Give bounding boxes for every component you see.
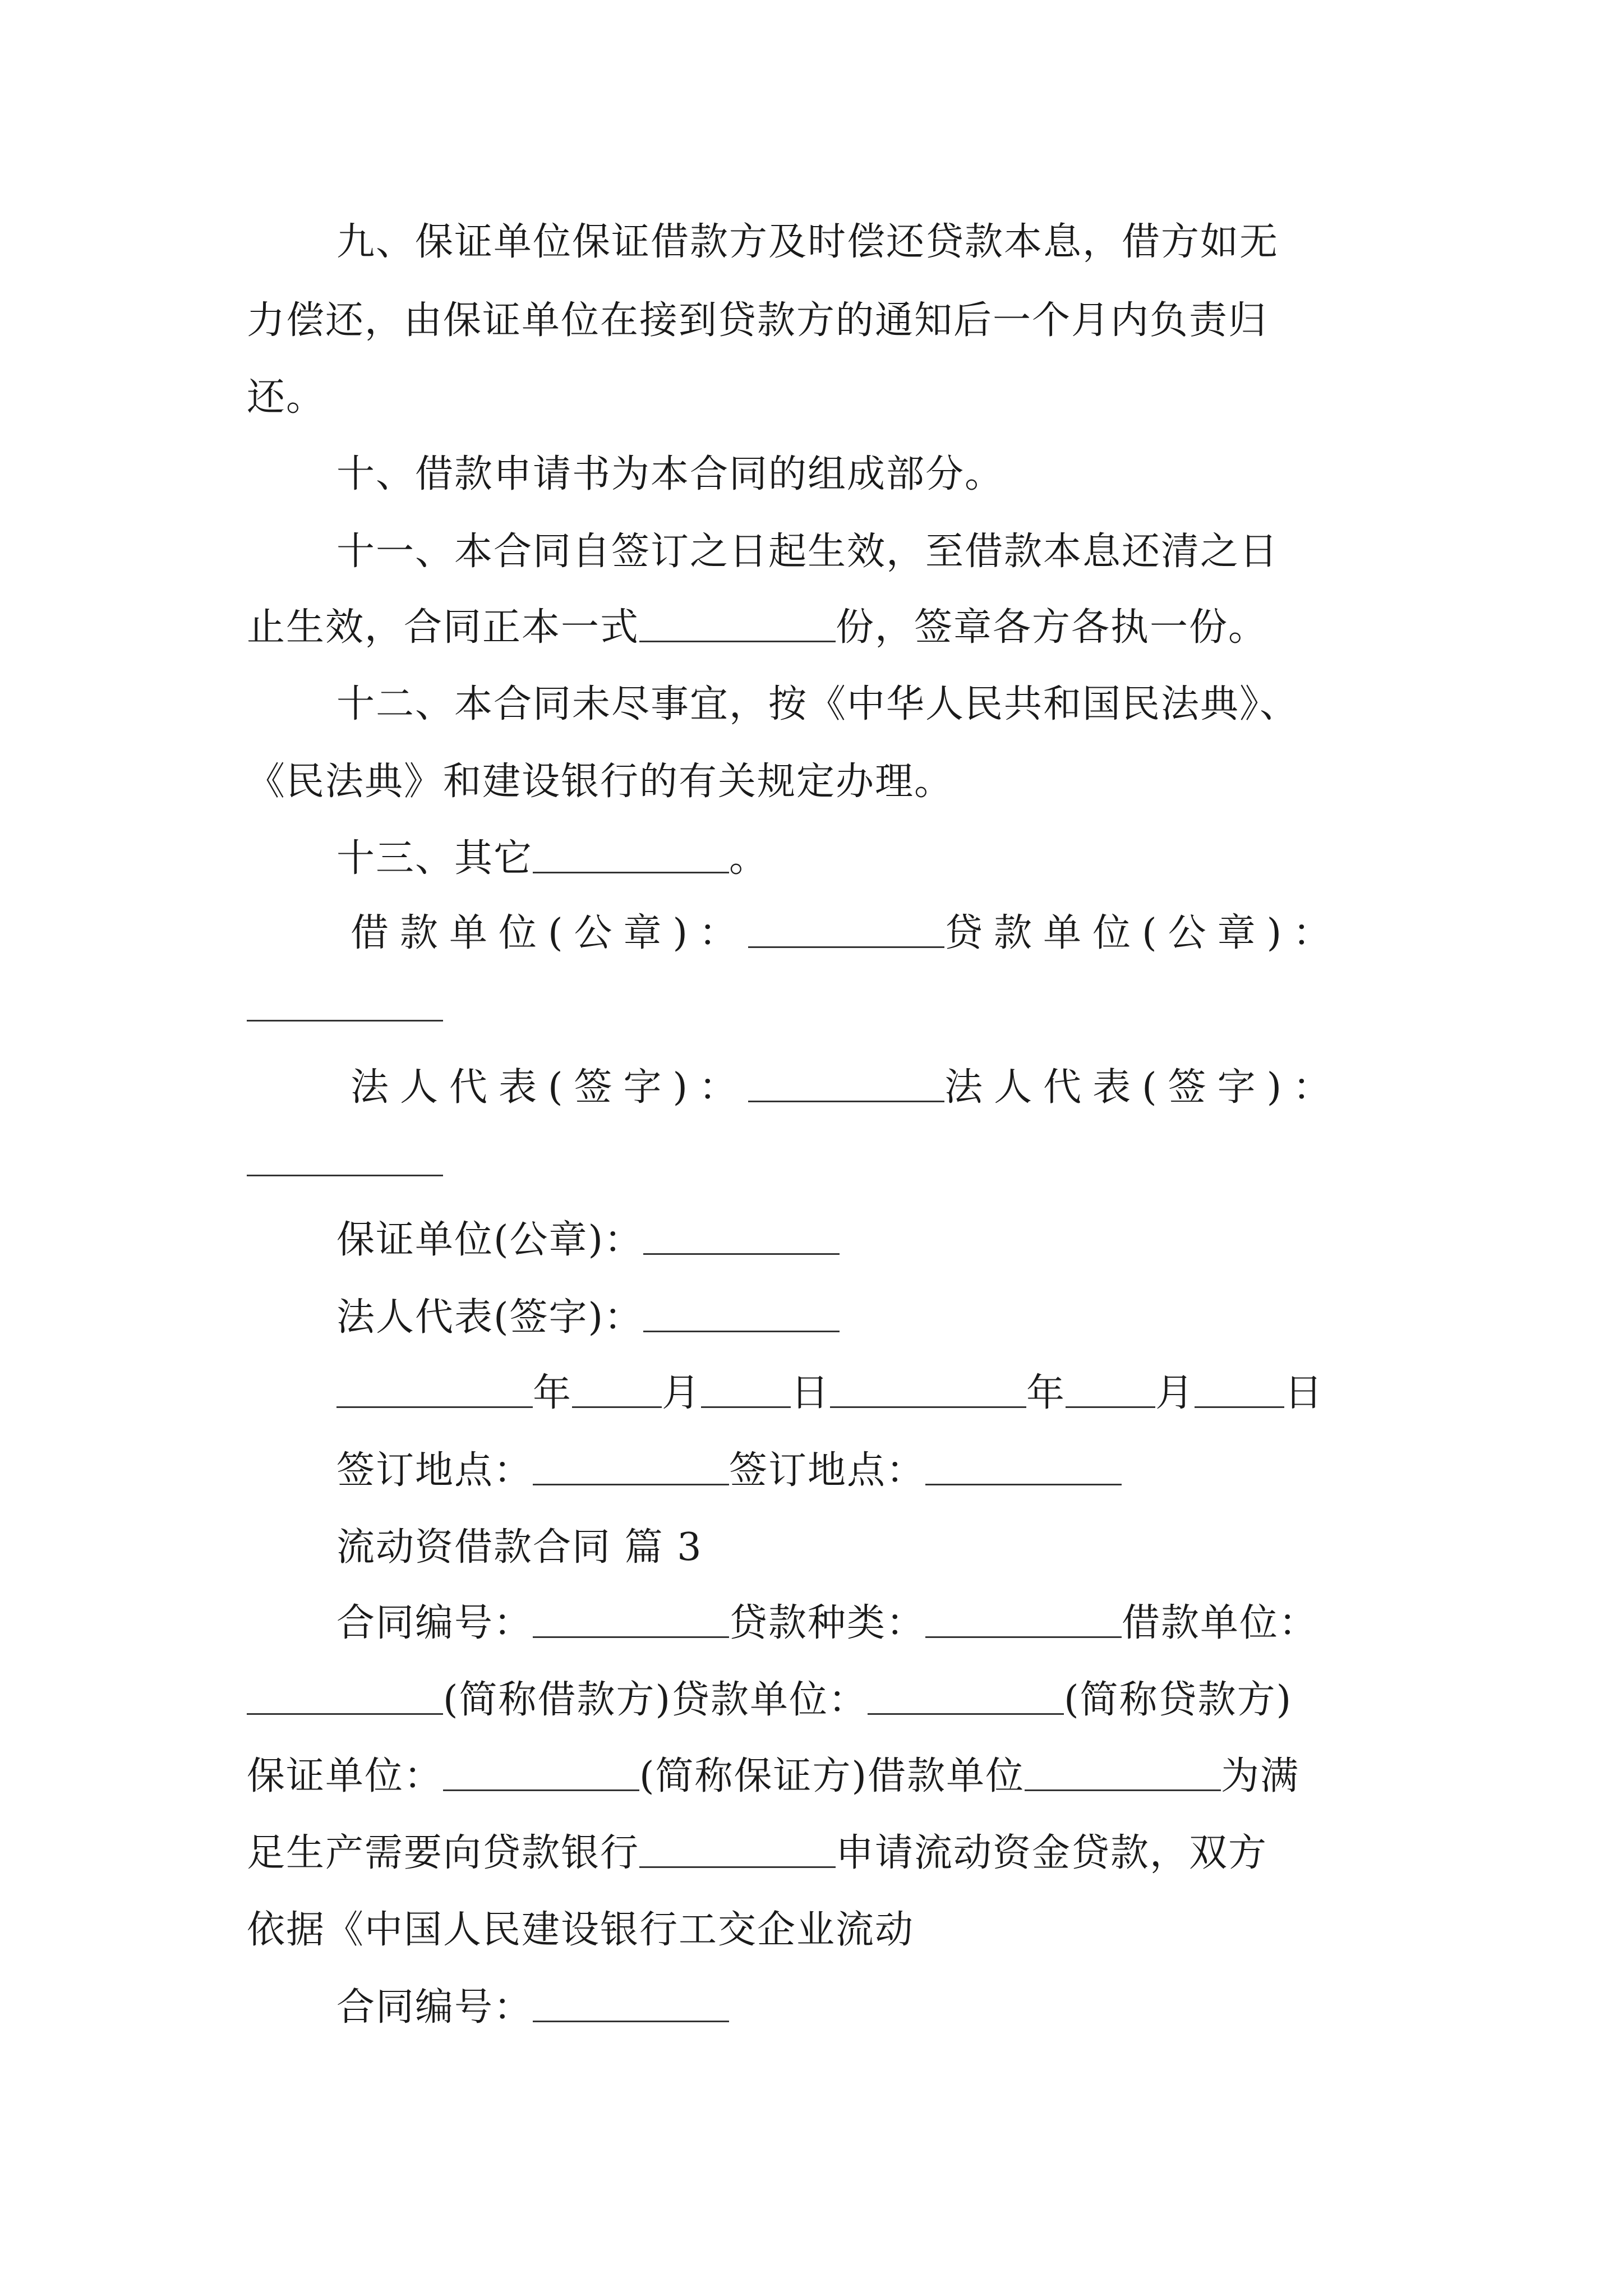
lender-seal-blank	[247, 1020, 443, 1022]
purpose-a: 为满	[1221, 1754, 1300, 1798]
borrower-label: 借款单位：	[1122, 1601, 1318, 1645]
para11-line1: 十一、本合同自签订之日起生效，至借款本息还清之日	[336, 530, 1279, 574]
borrower-unit-blank	[1025, 1789, 1221, 1791]
para9-line2: 力偿还，由保证单位在接到贷款方的通知后一个月内负责归	[247, 298, 1268, 343]
para13-label: 十三、其它	[336, 836, 533, 881]
para11-line2-end: 份，签章各方各执一份。	[836, 605, 1268, 650]
legal-rep-1-blank	[748, 1100, 944, 1102]
contract-no-label: 合同编号：	[336, 1601, 533, 1645]
para12-line2: 《民法典》和建设银行的有关规定办理。	[247, 760, 954, 804]
guarantor-seal-blank	[643, 1253, 840, 1255]
guarantor-rep-line	[336, 1295, 840, 1340]
contract-no-2-label: 合同编号：	[336, 1985, 533, 2030]
guarantor-seal-label: 保证单位(公章)：	[336, 1218, 644, 1262]
year-2-blank	[830, 1406, 1026, 1408]
guarantor-abbr: (简称保证方)借款单位	[639, 1754, 1025, 1798]
guarantor-rep-label: 法人代表(签字)：	[336, 1295, 644, 1340]
day-2-label: 日	[1284, 1371, 1324, 1415]
place-2-blank	[925, 1483, 1122, 1485]
para12-line1: 十二、本合同未尽事宜，按《中华人民共和国民法典》、	[336, 682, 1299, 726]
borrower-seal-label: 借款单位(公章)：	[351, 911, 749, 955]
para11-line2	[247, 605, 1268, 650]
year-1-label: 年	[533, 1371, 573, 1415]
place-1-blank	[533, 1483, 729, 1485]
section3-title: 流动资借款合同 篇 3	[336, 1525, 703, 1570]
year-1-blank	[336, 1406, 533, 1408]
date-line	[336, 1371, 1324, 1415]
para9-line1: 九、保证单位保证借款方及时偿还贷款本息，借方如无	[336, 220, 1279, 264]
para10: 十、借款申请书为本合同的组成部分。	[336, 452, 1004, 496]
place-1-label: 签订地点：	[336, 1448, 533, 1493]
lender-seal-label: 贷款单位(公章)：	[944, 911, 1343, 955]
day-1-blank	[701, 1406, 791, 1408]
borrower-blank	[247, 1713, 443, 1715]
para11-line2-start: 止生效，合同正本一式	[247, 605, 640, 650]
month-1-blank	[572, 1406, 662, 1408]
legal-rep-2-label: 法人代表(签字)：	[944, 1065, 1343, 1110]
contract-no-blank	[533, 1636, 729, 1638]
para9-line3: 还。	[247, 375, 326, 420]
section3-line2	[247, 1678, 1293, 1722]
section3-line4	[247, 1831, 1268, 1875]
month-2-label: 月	[1155, 1371, 1195, 1415]
lender-abbr: (简称贷款方)	[1064, 1678, 1293, 1722]
legal-rep-line	[351, 1065, 1343, 1110]
copies-blank	[639, 640, 836, 642]
section3-line6	[336, 1985, 729, 2030]
guarantor-seal-line	[336, 1218, 840, 1262]
loan-type-blank	[925, 1636, 1122, 1638]
guarantor-blank	[443, 1789, 639, 1791]
legal-rep-1-label: 法人代表(签字)：	[351, 1065, 749, 1110]
legal-rep-2-blank	[247, 1175, 443, 1176]
borrower-lender-seal-line	[351, 911, 1343, 955]
place-2-label: 签订地点：	[729, 1448, 926, 1493]
place-line	[336, 1448, 1122, 1493]
borrower-seal-blank	[748, 946, 944, 948]
loan-type-label: 贷款种类：	[729, 1601, 926, 1645]
guarantor-rep-blank	[643, 1330, 840, 1332]
day-2-blank	[1195, 1406, 1284, 1408]
borrower-abbr: (简称借款方)贷款单位：	[443, 1678, 868, 1722]
lender-blank	[868, 1713, 1064, 1715]
bank-blank	[639, 1866, 836, 1868]
day-1-label: 日	[791, 1371, 831, 1415]
para13-end: 。	[729, 836, 769, 881]
contract-no-2-blank	[533, 2020, 729, 2022]
other-blank	[533, 871, 729, 873]
month-2-blank	[1066, 1406, 1155, 1408]
section3-line3	[247, 1754, 1300, 1798]
guarantor-label: 保证单位：	[247, 1754, 444, 1798]
section3-line1	[336, 1601, 1318, 1645]
month-1-label: 月	[662, 1371, 702, 1415]
purpose-c: 申请流动资金贷款，双方	[836, 1831, 1268, 1875]
section3-line5: 依据《中国人民建设银行工交企业流动	[247, 1908, 915, 1952]
year-2-label: 年	[1026, 1371, 1066, 1415]
purpose-b: 足生产需要向贷款银行	[247, 1831, 640, 1875]
para13	[336, 836, 769, 881]
